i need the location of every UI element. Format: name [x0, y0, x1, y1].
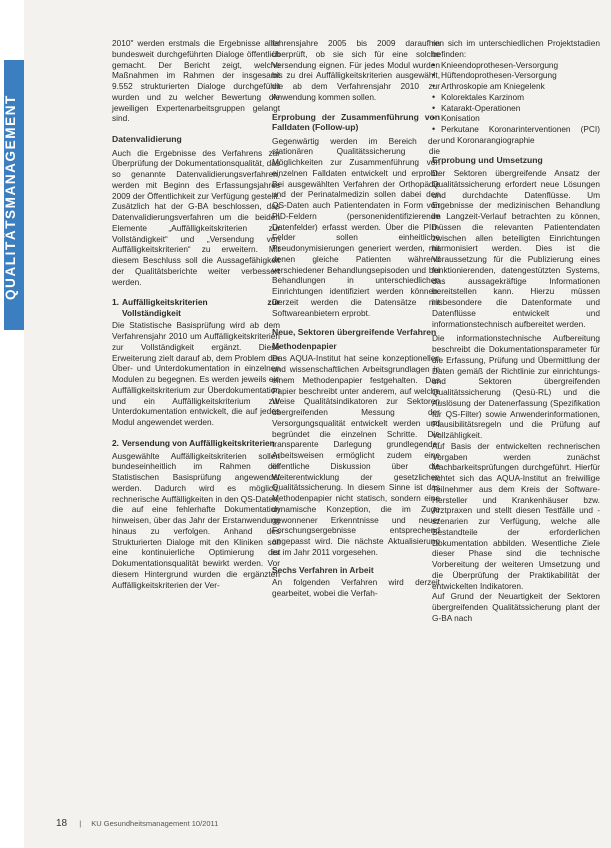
procedure-list [432, 60, 600, 146]
numbered-item-2 [112, 438, 280, 449]
paragraph-erprobung-follow-up: Gegenwärtig werden im Bereich der stationären Qualitätssicherung die Möglichkeiten zur Zusammenführung von einzelnen Falldaten entwickelt und erprobt. Bei ausgewählten Verfahren der Orthopädie und der Perinatalmedizin sollen dabei den QS-Daten auch Patientendaten in Form von PID-Feldern (personenidentifizierende Datenfelder) erfasst werden. Über die PID-Felder sollen einheitliche Pseudonymisierungen generiert werden, mit denen gleiche Patienten während verschiedener Behandlungsepisoden und bei Behandlungen in unterschiedlichen Einrichtungen identifiziert werden können. Derzeit werden die Datensätze mit Softwareanbietern erprobt. [272, 135, 440, 318]
list-item: • Kolorektales Karzinom [432, 92, 600, 103]
item-1-text: Die Statistische Basisprüfung wird ab dem Verfahrensjahr 2010 um Auffälligkeitskriterien zur Vollständigkeit ergänzt. Diese Erweiterung zielt darauf ab, dem Problem der Über- und Unterdokumentation in einzelnen Modulen zu begegnen. Es werden jeweils ein Auffälligkeitskriterium zur Überdokumentation und ein Auffälligkeitskriterium zur Unterdokumentation entwickelt, die auf jedes Modul angewendet werden. [112, 320, 280, 427]
item-title: Auffälligkeitskriterien zur Vollständigkeit [122, 297, 280, 318]
journal-name: KU Gesundheitsmanagement 10/2011 [91, 819, 219, 828]
column-1 [112, 38, 280, 590]
heading-sechs-verfahren: Sechs Verfahren in Arbeit [272, 564, 374, 575]
numbered-item-1 [112, 297, 280, 318]
paragraph-umsetzung-3: Auf Basis der entwickelten rechnerischen Vorgaben werden zunächst Machbarkeitsprüfungen durchgeführt. Hierfür richtet sich das AQUA-Institut an freiwillige Teilnehmer aus dem Kreis der Software-Hersteller und Krankenhäuser bzw. Arztpraxen und stellt diesen Testfälle und -szenarien zur Verfügung, welche alle Bestandteile der erforderlichen Dokumentation abbilden. Wesentliche Ziele dieser Phase sind die technische Vorbereitung der weiteren Umsetzung und die Überprüfung der Praktikabilität der entwickelten Indikatoren. [432, 440, 600, 591]
item-2-text: Ausgewählte Auffälligkeitskriterien sollen bundeseinheitlich im Rahmen der Statistischen Basisprüfung angewendet werden. Dadurch wird es möglich, rechnerische Auffälligkeiten in den QS-Daten, die auf eine fehlerhafte Dokumentation hinweisen, über das Jahr der Erstanwendung hinaus zu verfolgen. Anhand des Strukturierten Dialoge mit den Kliniken soll eine kontinuierliche Optimierung der Dokumentationsqualität bewirkt werden. Vor diesem Hintergrund wurden die ergänzten Auffälligkeitskriterien der Ver- [112, 450, 280, 590]
paragraph-methodenpapier: Das AQUA-Institut hat seine konzeptionellen und wissenschaftlichen Arbeitsgrundlagen in einem Methodenpapier festgehalten. Das Papier beschreibt unter anderem, auf welche Weise Qualitätsindikatoren zur Sektoren übergreifenden Messung der Versorgungsqualität entwickelt werden und begründet die einzelnen Schritte. Die transparente Darlegung grundlegender Arbeitsweisen ermöglicht zudem eine öffentliche Diskussion über die Weiterentwicklung der gesetzlichen Qualitätssicherung. In diesem Sinne ist das Methodenpapier nicht statisch, sondern eine dynamische Konzeption, die im Zuge gewonnener Erkenntnisse und neuer Forschungsergebnisse entsprechend angepasst wird. Die nächste Aktualisierung ist im Jahr 2011 vorgesehen. [272, 353, 440, 557]
paragraph-umsetzung-4: Auf Grund der Neuartigkeit der Sektoren übergreifenden Qualitätssicherung plant der G-BA nach [432, 591, 600, 623]
item-number: 1. [112, 297, 119, 308]
paragraph-umsetzung-2: Die informationstechnische Aufbereitung beschreibt die Dokumentationsparameter für die Erfassung, Prüfung und Übermittlung der Daten gemäß der Richtlinie zur einrichtungs- und Sektoren übergreifenden Qualitätssicherung (Qesü-RL) und die Auslösung der Datenerfassung (Spezifikation für QS-Filter) sowie Anwenderinformationen, Plausibilitätsregeln und die Prüfung auf Vollzähligkeit. [432, 333, 600, 440]
paragraph-datenvalidierung: Auch die Ergebnisse des Verfahrens zur Überprüfung der Dokumentationsqualität, das so genannte Datenvalidierungsverfahren, werden mit Beginn des Erfassungsjahres 2009 der Öffentlichkeit zur Verfügung gestellt. Zusätzlich hat der G-BA beschlossen, das Datenvalidierungsverfahren um die beiden Elemente „Auffälligkeitskriterien zur Vollständigkeit“ und „Versendung von Auffälligkeitskriterien“ zu erweitern. Mit diesem Beschluss soll die Aussagefähigkeit der Qualitätsberichte weiter verbessert werden. [112, 147, 280, 287]
col3-intro: ren sich im unterschiedlichen Projektstadien befinden: [432, 38, 600, 59]
sidebar [0, 0, 24, 848]
heading-erprobung-umsetzung: Erprobung und Umsetzung [432, 154, 543, 165]
list-item: • Perkutane Koronarinterventionen (PCI) und Koronarangiographie [432, 124, 600, 146]
list-item: • Katarakt-Operationen [432, 103, 600, 114]
heading-methodenpapier: Methodenpapier [272, 340, 337, 351]
heading-datenvalidierung: Datenvalidierung [112, 134, 182, 144]
list-item: • Konisation [432, 113, 600, 124]
page-footer [56, 818, 218, 829]
col2-intro: fahrensjahre 2005 bis 2009 daraufhin überprüft, ob sie sich für eine solche Versendung eignen. Für jedes Modul wurden bis zu drei Auffälligkeitskriterien ausgewählt, die ab dem Verfahrensjahr 2010 zur Anwendung kommen sollen. [272, 38, 440, 102]
col1-intro: 2010" werden erstmals die Ergebnisse aller bundesweit durchgeführten Dialoge öffentlich gemacht. Der Bericht zeigt, welche Maßnahmen im Rahmen der insgesamt 9.552 strukturierten Dialoge durchgeführt wurden und zu welcher Bewertung die jeweiligen Expertenarbeitsgruppen gelangt sind. [112, 38, 280, 124]
list-item: • Knieendoprothesen-Versorgung [432, 60, 600, 71]
section-label: QUALITÄTSMANAGEMENT [3, 94, 18, 300]
column-3 [432, 38, 600, 624]
heading-neue-verfahren: Neue, Sektoren übergreifende Verfahren [272, 327, 437, 338]
paragraph-umsetzung-1: Der Sektoren übergreifende Ansatz der Qualitätssicherung erfordert neue Lösungen und durchdachte Datenflüsse. Um Ergebnisse der medizinischen Behandlung im Langzeit-Verlauf betrachten zu können, müssen die relevanten Patientendaten zwischen allen beteiligten Einrichtungen harmonisiert werden. Dies ist die Voraussetzung für die Publizierung eines funktionierenden, datengestützten Systems, das aussagekräftige Informationen bereitstellen kann. Hierzu müssen insbesondere die Datenformate und Datenflüsse entwickelt und informationstechnisch aufbereitet werden. [432, 168, 600, 329]
item-number: 2. [112, 437, 119, 448]
list-item: • Arthroskopie am Kniegelenk [432, 81, 600, 92]
item-title: Versendung von Auffälligkeitskriterien [122, 437, 275, 448]
list-item: • Hüftendoprothesen-Versorgung [432, 70, 600, 81]
column-2 [272, 38, 440, 599]
footer-separator: | [79, 819, 82, 828]
paragraph-sechs-verfahren: An folgenden Verfahren wird derzeit gearbeitet, wobei die Verfah- [272, 577, 440, 598]
heading-erprobung-follow-up: Erprobung der Zusammenführung von Falldaten (Follow-up) [272, 111, 440, 132]
page-number: 18 [56, 818, 68, 829]
